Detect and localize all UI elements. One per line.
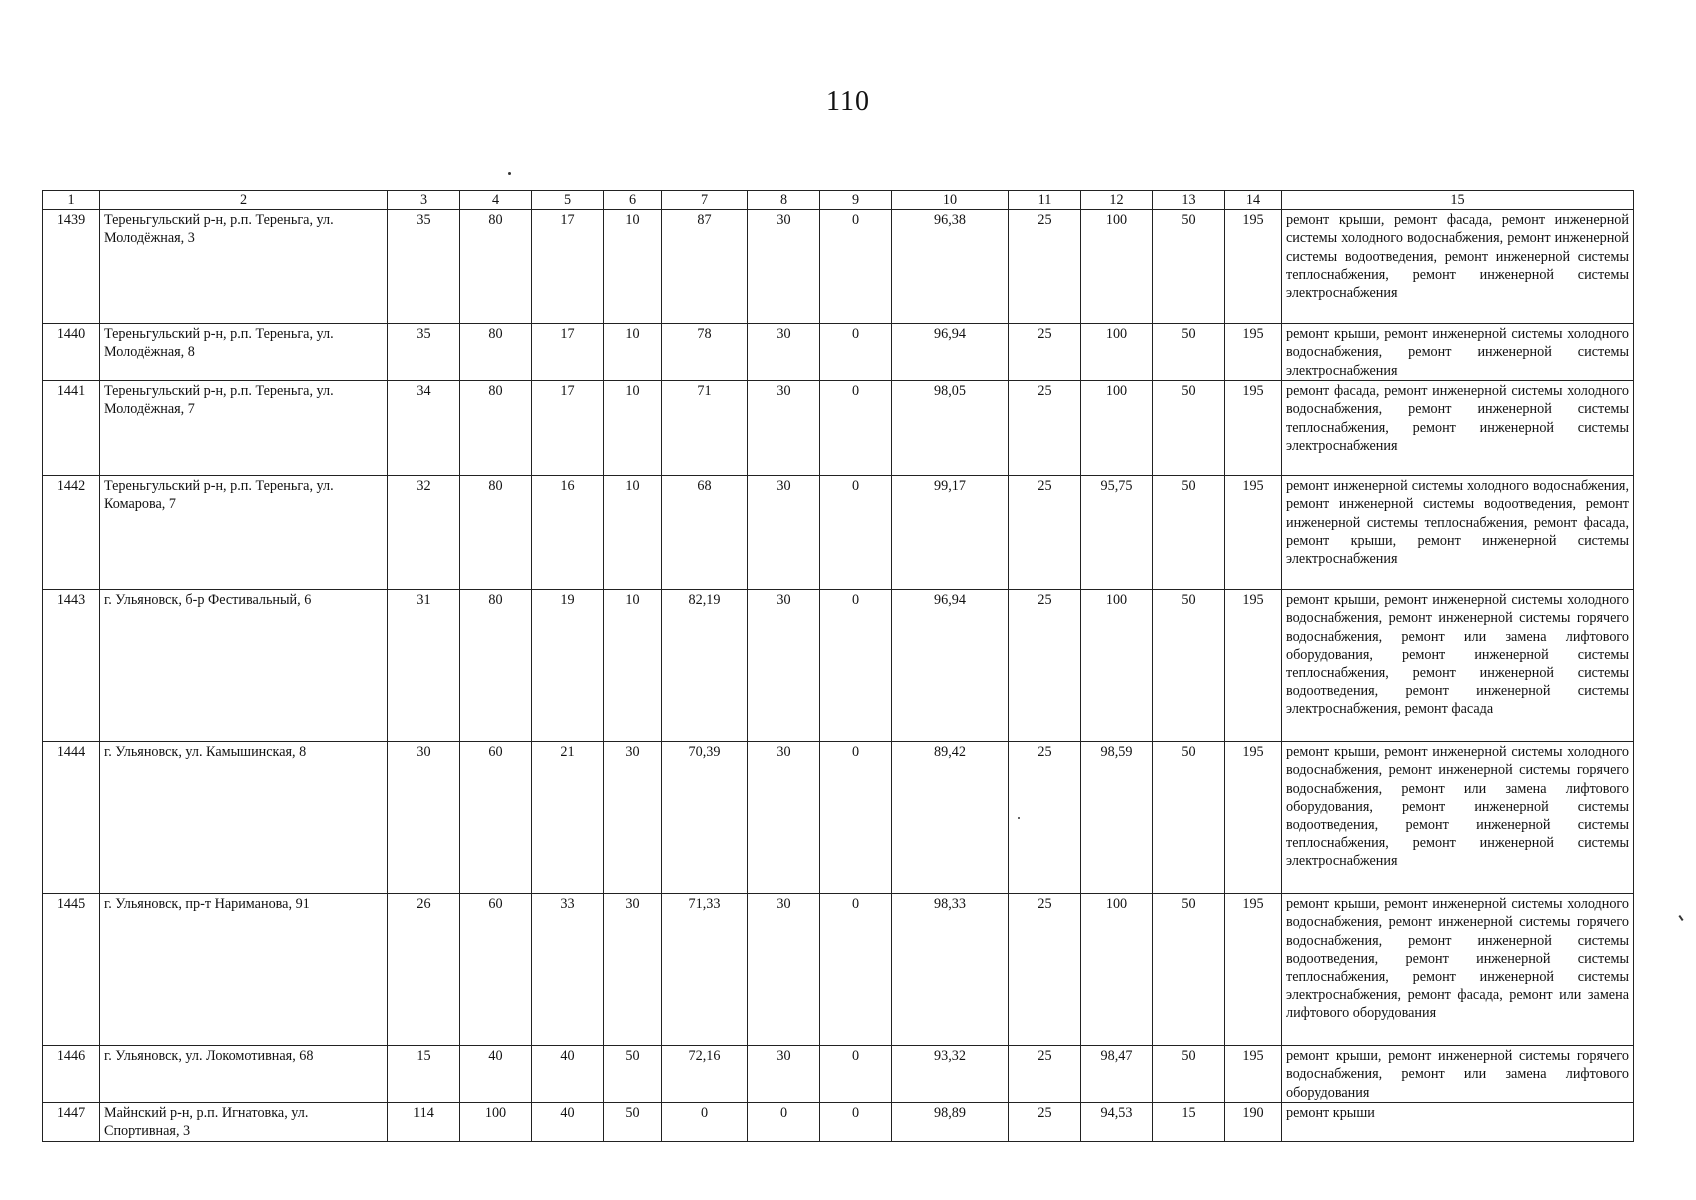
col-header: 11	[1009, 191, 1081, 210]
value-cell: 25	[1009, 1046, 1081, 1103]
value-cell: 50	[1153, 381, 1225, 476]
col-header: 4	[460, 191, 532, 210]
value-cell: 78	[662, 324, 748, 381]
col-header: 9	[820, 191, 892, 210]
value-cell: 68	[662, 476, 748, 590]
value-cell: 96,94	[892, 590, 1009, 742]
value-cell: 25	[1009, 590, 1081, 742]
repair-register-table	[42, 190, 1634, 1142]
table-row	[43, 381, 1634, 476]
col-header: 8	[748, 191, 820, 210]
value-cell: 60	[460, 894, 532, 1046]
address-cell: г. Ульяновск, б-р Фестивальный, 6	[100, 590, 388, 742]
value-cell: 15	[1153, 1103, 1225, 1141]
value-cell: 80	[460, 324, 532, 381]
col-header: 6	[604, 191, 662, 210]
value-cell: 15	[388, 1046, 460, 1103]
row-number: 1442	[43, 476, 100, 590]
value-cell: 30	[748, 210, 820, 324]
value-cell: 35	[388, 324, 460, 381]
row-number: 1446	[43, 1046, 100, 1103]
value-cell: 25	[1009, 381, 1081, 476]
value-cell: 26	[388, 894, 460, 1046]
value-cell: 30	[748, 590, 820, 742]
value-cell: 100	[1081, 894, 1153, 1046]
value-cell: 60	[460, 742, 532, 894]
works-cell: ремонт крыши, ремонт инженерной системы холодного водоснабжения, ремонт инженерной системы горячего водоснабжения, ремонт или замена лифтового оборудования, ремонт инженерной системы водоотведения, ремонт инженерной системы теплоснабжения, ремонт инженерной системы электроснабжения	[1282, 742, 1634, 894]
value-cell: 10	[604, 590, 662, 742]
table-row	[43, 894, 1634, 1046]
value-cell: 98,47	[1081, 1046, 1153, 1103]
row-number: 1441	[43, 381, 100, 476]
address-cell: Тереньгульский р-н, р.п. Тереньга, ул. Молодёжная, 8	[100, 324, 388, 381]
column-number-header-row	[43, 191, 1634, 210]
works-cell: ремонт крыши, ремонт инженерной системы холодного водоснабжения, ремонт инженерной системы горячего водоснабжения, ремонт или замена лифтового оборудования, ремонт инженерной системы теплоснабжения, ремонт инженерной системы водоотведения, ремонт инженерной системы электроснабжения, ремонт фасада	[1282, 590, 1634, 742]
value-cell: 70,39	[662, 742, 748, 894]
col-header: 10	[892, 191, 1009, 210]
table-row	[43, 210, 1634, 324]
value-cell: 98,05	[892, 381, 1009, 476]
row-number: 1439	[43, 210, 100, 324]
value-cell: 31	[388, 590, 460, 742]
value-cell: 25	[1009, 742, 1081, 894]
value-cell: 100	[1081, 381, 1153, 476]
value-cell: 50	[604, 1103, 662, 1141]
col-header: 2	[100, 191, 388, 210]
value-cell: 10	[604, 381, 662, 476]
address-cell: Тереньгульский р-н, р.п. Тереньга, ул. Комарова, 7	[100, 476, 388, 590]
value-cell: 80	[460, 381, 532, 476]
address-cell: г. Ульяновск, пр-т Нариманова, 91	[100, 894, 388, 1046]
scan-speck	[508, 172, 511, 175]
works-cell: ремонт крыши, ремонт инженерной системы холодного водоснабжения, ремонт инженерной системы горячего водоснабжения, ремонт инженерной системы водоотведения, ремонт инженерной системы теплоснабжения, ремонт инженерной системы электроснабжения, ремонт фасада, ремонт или замена лифтового оборудования	[1282, 894, 1634, 1046]
value-cell: 0	[748, 1103, 820, 1141]
value-cell: 95,75	[1081, 476, 1153, 590]
value-cell: 98,33	[892, 894, 1009, 1046]
value-cell: 10	[604, 324, 662, 381]
address-cell: г. Ульяновск, ул. Локомотивная, 68	[100, 1046, 388, 1103]
scan-speck	[1678, 915, 1683, 921]
value-cell: 30	[748, 1046, 820, 1103]
value-cell: 87	[662, 210, 748, 324]
value-cell: 10	[604, 476, 662, 590]
value-cell: 195	[1225, 894, 1282, 1046]
value-cell: 50	[604, 1046, 662, 1103]
value-cell: 25	[1009, 1103, 1081, 1141]
value-cell: 80	[460, 476, 532, 590]
value-cell: 190	[1225, 1103, 1282, 1141]
address-cell: Тереньгульский р-н, р.п. Тереньга, ул. Молодёжная, 3	[100, 210, 388, 324]
address-cell: г. Ульяновск, ул. Камышинская, 8	[100, 742, 388, 894]
table-row	[43, 324, 1634, 381]
table-row	[43, 590, 1634, 742]
value-cell: 0	[820, 1046, 892, 1103]
works-cell: ремонт крыши, ремонт фасада, ремонт инженерной системы холодного водоснабжения, ремонт инженерной системы водоотведения, ремонт инженерной системы теплоснабжения, ремонт инженерной системы электроснабжения	[1282, 210, 1634, 324]
value-cell: 0	[820, 324, 892, 381]
value-cell: 25	[1009, 476, 1081, 590]
col-header: 1	[43, 191, 100, 210]
value-cell: 98,59	[1081, 742, 1153, 894]
value-cell: 25	[1009, 324, 1081, 381]
value-cell: 21	[532, 742, 604, 894]
value-cell: 30	[604, 894, 662, 1046]
works-cell: ремонт инженерной системы холодного водоснабжения, ремонт инженерной системы водоотведения, ремонт инженерной системы теплоснабжения, ремонт фасада, ремонт крыши, ремонт инженерной системы электроснабжения	[1282, 476, 1634, 590]
value-cell: 25	[1009, 210, 1081, 324]
page-number: 110	[826, 86, 870, 117]
value-cell: 30	[748, 381, 820, 476]
value-cell: 30	[748, 742, 820, 894]
value-cell: 0	[820, 1103, 892, 1141]
value-cell: 100	[1081, 324, 1153, 381]
row-number: 1443	[43, 590, 100, 742]
value-cell: 89,42	[892, 742, 1009, 894]
value-cell: 30	[388, 742, 460, 894]
value-cell: 50	[1153, 210, 1225, 324]
value-cell: 17	[532, 324, 604, 381]
value-cell: 40	[532, 1046, 604, 1103]
address-cell: Тереньгульский р-н, р.п. Тереньга, ул. Молодёжная, 7	[100, 381, 388, 476]
col-header: 5	[532, 191, 604, 210]
value-cell: 40	[532, 1103, 604, 1141]
value-cell: 114	[388, 1103, 460, 1141]
value-cell: 50	[1153, 590, 1225, 742]
value-cell: 195	[1225, 324, 1282, 381]
col-header: 13	[1153, 191, 1225, 210]
value-cell: 0	[820, 476, 892, 590]
table-row	[43, 1046, 1634, 1103]
value-cell: 30	[748, 476, 820, 590]
value-cell: 16	[532, 476, 604, 590]
row-number: 1444	[43, 742, 100, 894]
value-cell: 50	[1153, 324, 1225, 381]
value-cell: 0	[820, 381, 892, 476]
value-cell: 195	[1225, 1046, 1282, 1103]
value-cell: 98,89	[892, 1103, 1009, 1141]
value-cell: 30	[604, 742, 662, 894]
table-row	[43, 476, 1634, 590]
value-cell: 82,19	[662, 590, 748, 742]
value-cell: 96,38	[892, 210, 1009, 324]
value-cell: 100	[1081, 590, 1153, 742]
value-cell: 50	[1153, 476, 1225, 590]
value-cell: 71,33	[662, 894, 748, 1046]
col-header: 7	[662, 191, 748, 210]
works-cell: ремонт крыши, ремонт инженерной системы холодного водоснабжения, ремонт инженерной системы электроснабжения	[1282, 324, 1634, 381]
value-cell: 71	[662, 381, 748, 476]
row-number: 1440	[43, 324, 100, 381]
col-header: 3	[388, 191, 460, 210]
value-cell: 0	[820, 210, 892, 324]
value-cell: 195	[1225, 590, 1282, 742]
row-number: 1445	[43, 894, 100, 1046]
value-cell: 17	[532, 210, 604, 324]
value-cell: 50	[1153, 742, 1225, 894]
row-number: 1447	[43, 1103, 100, 1141]
address-cell: Майнский р-н, р.п. Игнатовка, ул. Спортивная, 3	[100, 1103, 388, 1141]
value-cell: 100	[1081, 210, 1153, 324]
value-cell: 35	[388, 210, 460, 324]
value-cell: 10	[604, 210, 662, 324]
value-cell: 99,17	[892, 476, 1009, 590]
works-cell: ремонт крыши	[1282, 1103, 1634, 1141]
value-cell: 34	[388, 381, 460, 476]
value-cell: 80	[460, 210, 532, 324]
value-cell: 50	[1153, 1046, 1225, 1103]
value-cell: 80	[460, 590, 532, 742]
table-row	[43, 1103, 1634, 1141]
value-cell: 195	[1225, 742, 1282, 894]
value-cell: 72,16	[662, 1046, 748, 1103]
value-cell: 195	[1225, 381, 1282, 476]
value-cell: 33	[532, 894, 604, 1046]
value-cell: 32	[388, 476, 460, 590]
value-cell: 40	[460, 1046, 532, 1103]
col-header: 14	[1225, 191, 1282, 210]
value-cell: 0	[820, 894, 892, 1046]
value-cell: 30	[748, 324, 820, 381]
value-cell: 96,94	[892, 324, 1009, 381]
value-cell: 100	[460, 1103, 532, 1141]
value-cell: 195	[1225, 210, 1282, 324]
value-cell: 195	[1225, 476, 1282, 590]
value-cell: 94,53	[1081, 1103, 1153, 1141]
value-cell: 25	[1009, 894, 1081, 1046]
value-cell: 0	[820, 590, 892, 742]
col-header: 12	[1081, 191, 1153, 210]
value-cell: 30	[748, 894, 820, 1046]
col-header: 15	[1282, 191, 1634, 210]
value-cell: 50	[1153, 894, 1225, 1046]
table-row	[43, 742, 1634, 894]
value-cell: 0	[820, 742, 892, 894]
works-cell: ремонт фасада, ремонт инженерной системы холодного водоснабжения, ремонт инженерной системы теплоснабжения, ремонт инженерной системы электроснабжения	[1282, 381, 1634, 476]
value-cell: 19	[532, 590, 604, 742]
value-cell: 17	[532, 381, 604, 476]
value-cell: 93,32	[892, 1046, 1009, 1103]
value-cell: 0	[662, 1103, 748, 1141]
works-cell: ремонт крыши, ремонт инженерной системы горячего водоснабжения, ремонт или замена лифтового оборудования	[1282, 1046, 1634, 1103]
